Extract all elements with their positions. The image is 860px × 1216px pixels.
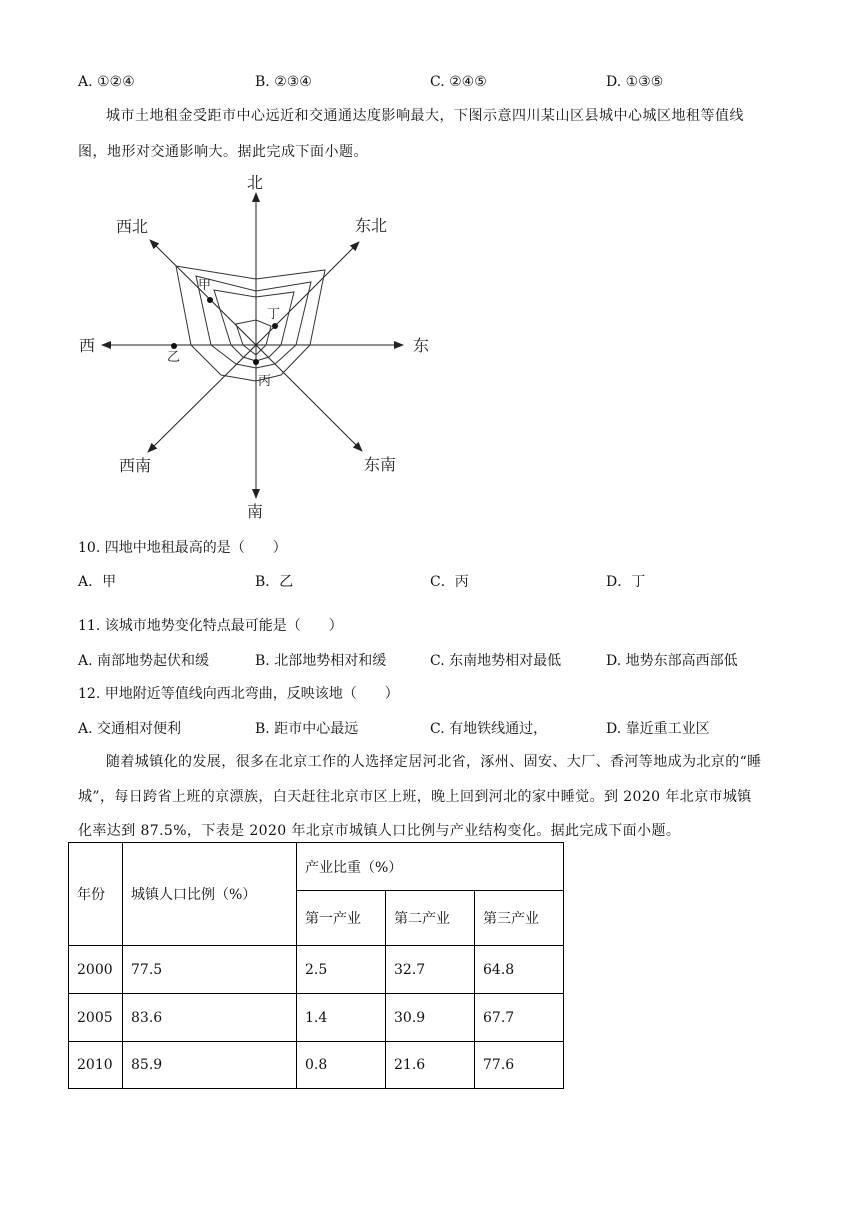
q11-option-a: A. 南部地势起伏和缓 xyxy=(78,653,210,669)
q10-option-b: B．乙 xyxy=(255,574,294,590)
label-yi: 乙 xyxy=(167,350,181,365)
q12-option-b: B. 距市中心最远 xyxy=(255,721,359,737)
cell-secondary: 32.7 xyxy=(386,946,475,994)
label-west: 西 xyxy=(79,336,96,355)
cell-tertiary: 67.7 xyxy=(475,994,564,1042)
cell-urban: 77.5 xyxy=(123,946,297,994)
q10-option-d: D．丁 xyxy=(606,574,646,590)
label-south: 南 xyxy=(247,502,264,521)
header-urban-ratio: 城镇人口比例（%） xyxy=(123,843,297,946)
table-row xyxy=(69,946,564,994)
table-row xyxy=(69,1042,564,1089)
cell-primary: 1.4 xyxy=(297,994,386,1042)
label-bing: 丙 xyxy=(258,374,272,389)
intro2-line3: 化率达到 87.5%，下表是 2020 年北京市城镇人口比例与产业结构变化。据此完成下面小题。 xyxy=(78,823,681,839)
point-jia-marker xyxy=(207,297,213,303)
q11-stem: 11. 该城市地势变化特点最可能是（ ） xyxy=(78,618,343,634)
cell-secondary: 21.6 xyxy=(386,1042,475,1089)
q12-option-c: C. 有地铁线通过， xyxy=(430,721,548,737)
q9-option-c: C. ②④⑤ xyxy=(430,74,487,90)
q10-stem: 10. 四地中地租最高的是（ ） xyxy=(78,540,287,556)
intro1-line2: 图，地形对交通影响大。据此完成下面小题。 xyxy=(78,144,368,160)
cell-year: 2010 xyxy=(69,1042,123,1089)
q9-option-a: A. ①②④ xyxy=(78,74,135,90)
q11-option-b: B. 北部地势相对和缓 xyxy=(255,653,387,669)
q12-stem: 12. 甲地附近等值线向西北弯曲，反映该地（ ） xyxy=(78,686,399,702)
label-northwest: 西北 xyxy=(116,217,149,236)
intro1-line1: 城市土地租金受距市中心远近和交通通达度影响最大，下图示意四川某山区县城中心城区地租等值线 xyxy=(106,108,744,124)
label-southeast: 东南 xyxy=(364,455,397,474)
q12-option-d: D. 靠近重工业区 xyxy=(606,721,710,737)
q9-option-b: B. ②③④ xyxy=(255,74,312,90)
cell-urban: 83.6 xyxy=(123,994,297,1042)
label-east: 东 xyxy=(413,336,430,355)
axis-southwest xyxy=(148,345,256,452)
urbanization-industry-table xyxy=(68,842,564,1089)
axis-southeast xyxy=(256,345,362,451)
label-north: 北 xyxy=(247,173,264,192)
isoline-inner xyxy=(214,290,294,361)
subheader-tertiary: 第三产业 xyxy=(475,891,564,946)
header-year: 年份 xyxy=(69,843,123,946)
cell-primary: 2.5 xyxy=(297,946,386,994)
label-jia: 甲 xyxy=(198,278,212,293)
cell-year: 2005 xyxy=(69,994,123,1042)
subheader-secondary: 第二产业 xyxy=(386,891,475,946)
subheader-primary: 第一产业 xyxy=(297,891,386,946)
cell-primary: 0.8 xyxy=(297,1042,386,1089)
q11-option-c: C. 东南地势相对最低 xyxy=(430,653,562,669)
intro2-line1: 随着城镇化的发展，很多在北京工作的人选择定居河北省，涿州、固安、大厂、香河等地成为北京的“睡 xyxy=(106,754,762,770)
q9-option-d: D. ①③⑤ xyxy=(606,74,664,90)
cell-tertiary: 77.6 xyxy=(475,1042,564,1089)
header-industry-share: 产业比重（%） xyxy=(297,843,564,891)
q12-option-a: A. 交通相对便利 xyxy=(78,721,182,737)
point-bing-marker xyxy=(253,359,259,365)
rent-isoline-diagram xyxy=(70,165,440,525)
cell-tertiary: 64.8 xyxy=(475,946,564,994)
intro2-line2: 城”，每日跨省上班的京漂族，白天赶往北京市区上班，晚上回到河北的家中睡觉。到 2020 年北京市城镇 xyxy=(78,789,752,805)
label-northeast: 东北 xyxy=(355,216,388,235)
q10-option-a: A．甲 xyxy=(78,574,117,590)
axis-northeast xyxy=(256,242,359,345)
cell-secondary: 30.9 xyxy=(386,994,475,1042)
isoline-middle xyxy=(196,276,311,368)
isoline-center xyxy=(236,320,271,355)
cell-year: 2000 xyxy=(69,946,123,994)
q11-option-d: D. 地势东部高西部低 xyxy=(606,653,738,669)
point-yi-marker xyxy=(171,343,177,349)
label-ding: 丁 xyxy=(267,307,281,322)
table-row xyxy=(69,994,564,1042)
point-ding-marker xyxy=(272,323,278,329)
q10-option-c: C．丙 xyxy=(430,574,469,590)
cell-urban: 85.9 xyxy=(123,1042,297,1089)
label-southwest: 西南 xyxy=(119,456,152,475)
